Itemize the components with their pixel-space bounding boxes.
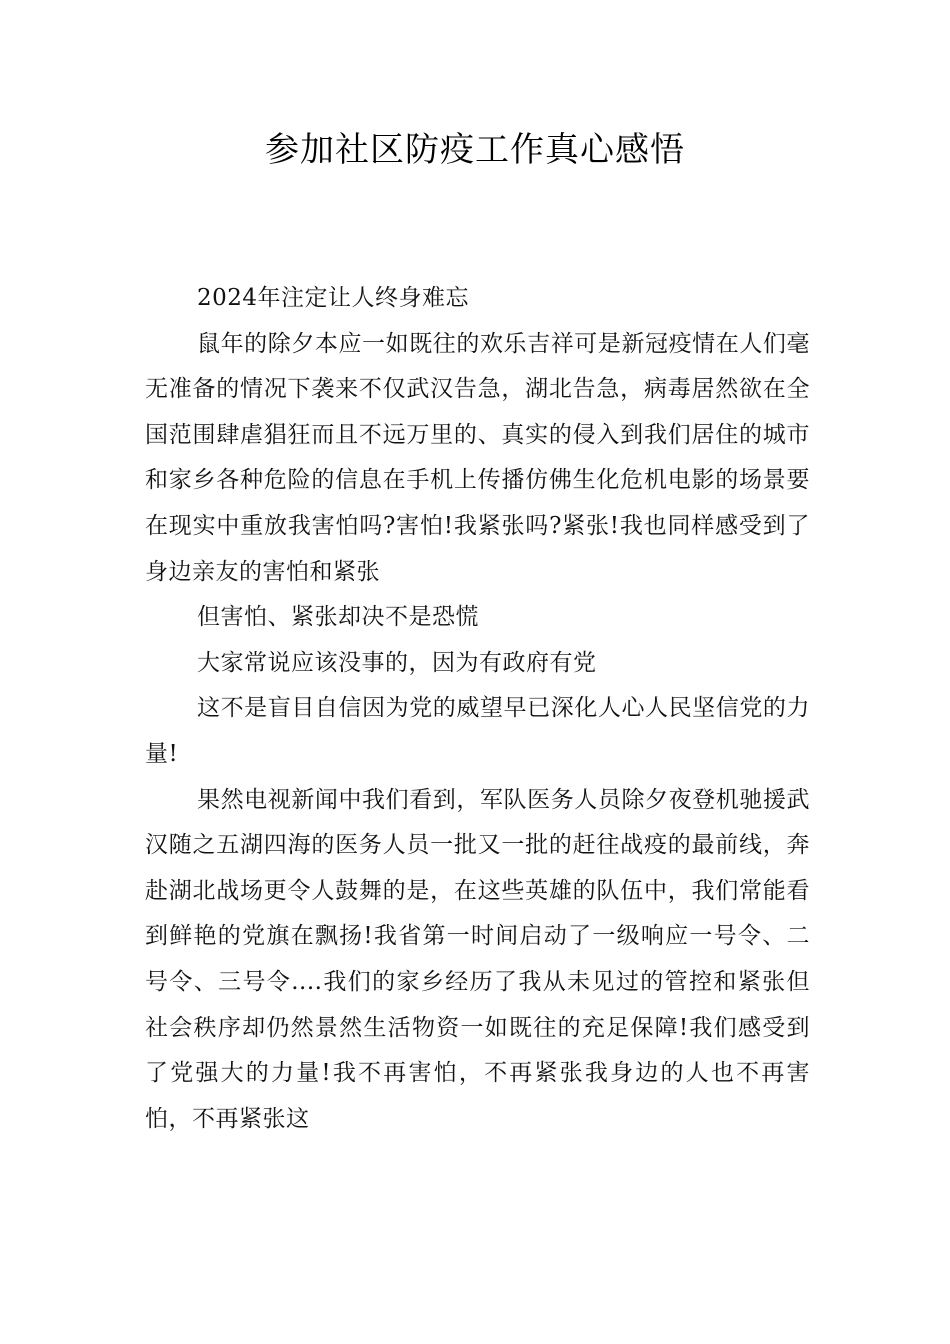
paragraph: 果然电视新闻中我们看到，军队医务人员除夕夜登机驰援武汉随之五湖四海的医务人员一批又一批的赶往战疫的最前线，奔赴湖北战场更令人鼓舞的是，在这些英雄的队伍中，我们常能看到鲜艳的党旗在飘扬!我省第一时间启动了一级响应一号令、二号令、三号令....我们的家乡经历了我从未见过的管控和紧张但社会秩序却仍然景然生活物资一如既往的充足保障!我们感受到了党强大的力量!我不再害怕，不再紧张我身边的人也不再害怕，不再紧张这: [145, 786, 810, 1132]
paragraph: 大家常说应该没事的，因为有政府有党: [197, 649, 597, 676]
document-body: [145, 276, 810, 1142]
paragraph: 2024年注定让人终身难忘: [197, 285, 470, 311]
paragraph: 鼠年的除夕本应一如既往的欢乐吉祥可是新冠疫情在人们毫无准备的情况下袭来不仅武汉告急，湖北告急，病毒居然欲在全国范围肆虐猖狂而且不远万里的、真实的侵入到我们居住的城市和家乡各种危险的信息在手机上传播仿佛生化危机电影的场景要在现实中重放我害怕吗?害怕!我紧张吗?紧张!我也同样感受到了身边亲友的害怕和紧张: [145, 330, 810, 585]
paragraph: 这不是盲目自信因为党的威望早已深化人心人民坚信党的力量!: [145, 695, 810, 767]
page-title: 参加社区防疫工作真心感悟: [265, 130, 685, 170]
paragraph: 但害怕、紧张却决不是恐慌: [197, 604, 479, 631]
